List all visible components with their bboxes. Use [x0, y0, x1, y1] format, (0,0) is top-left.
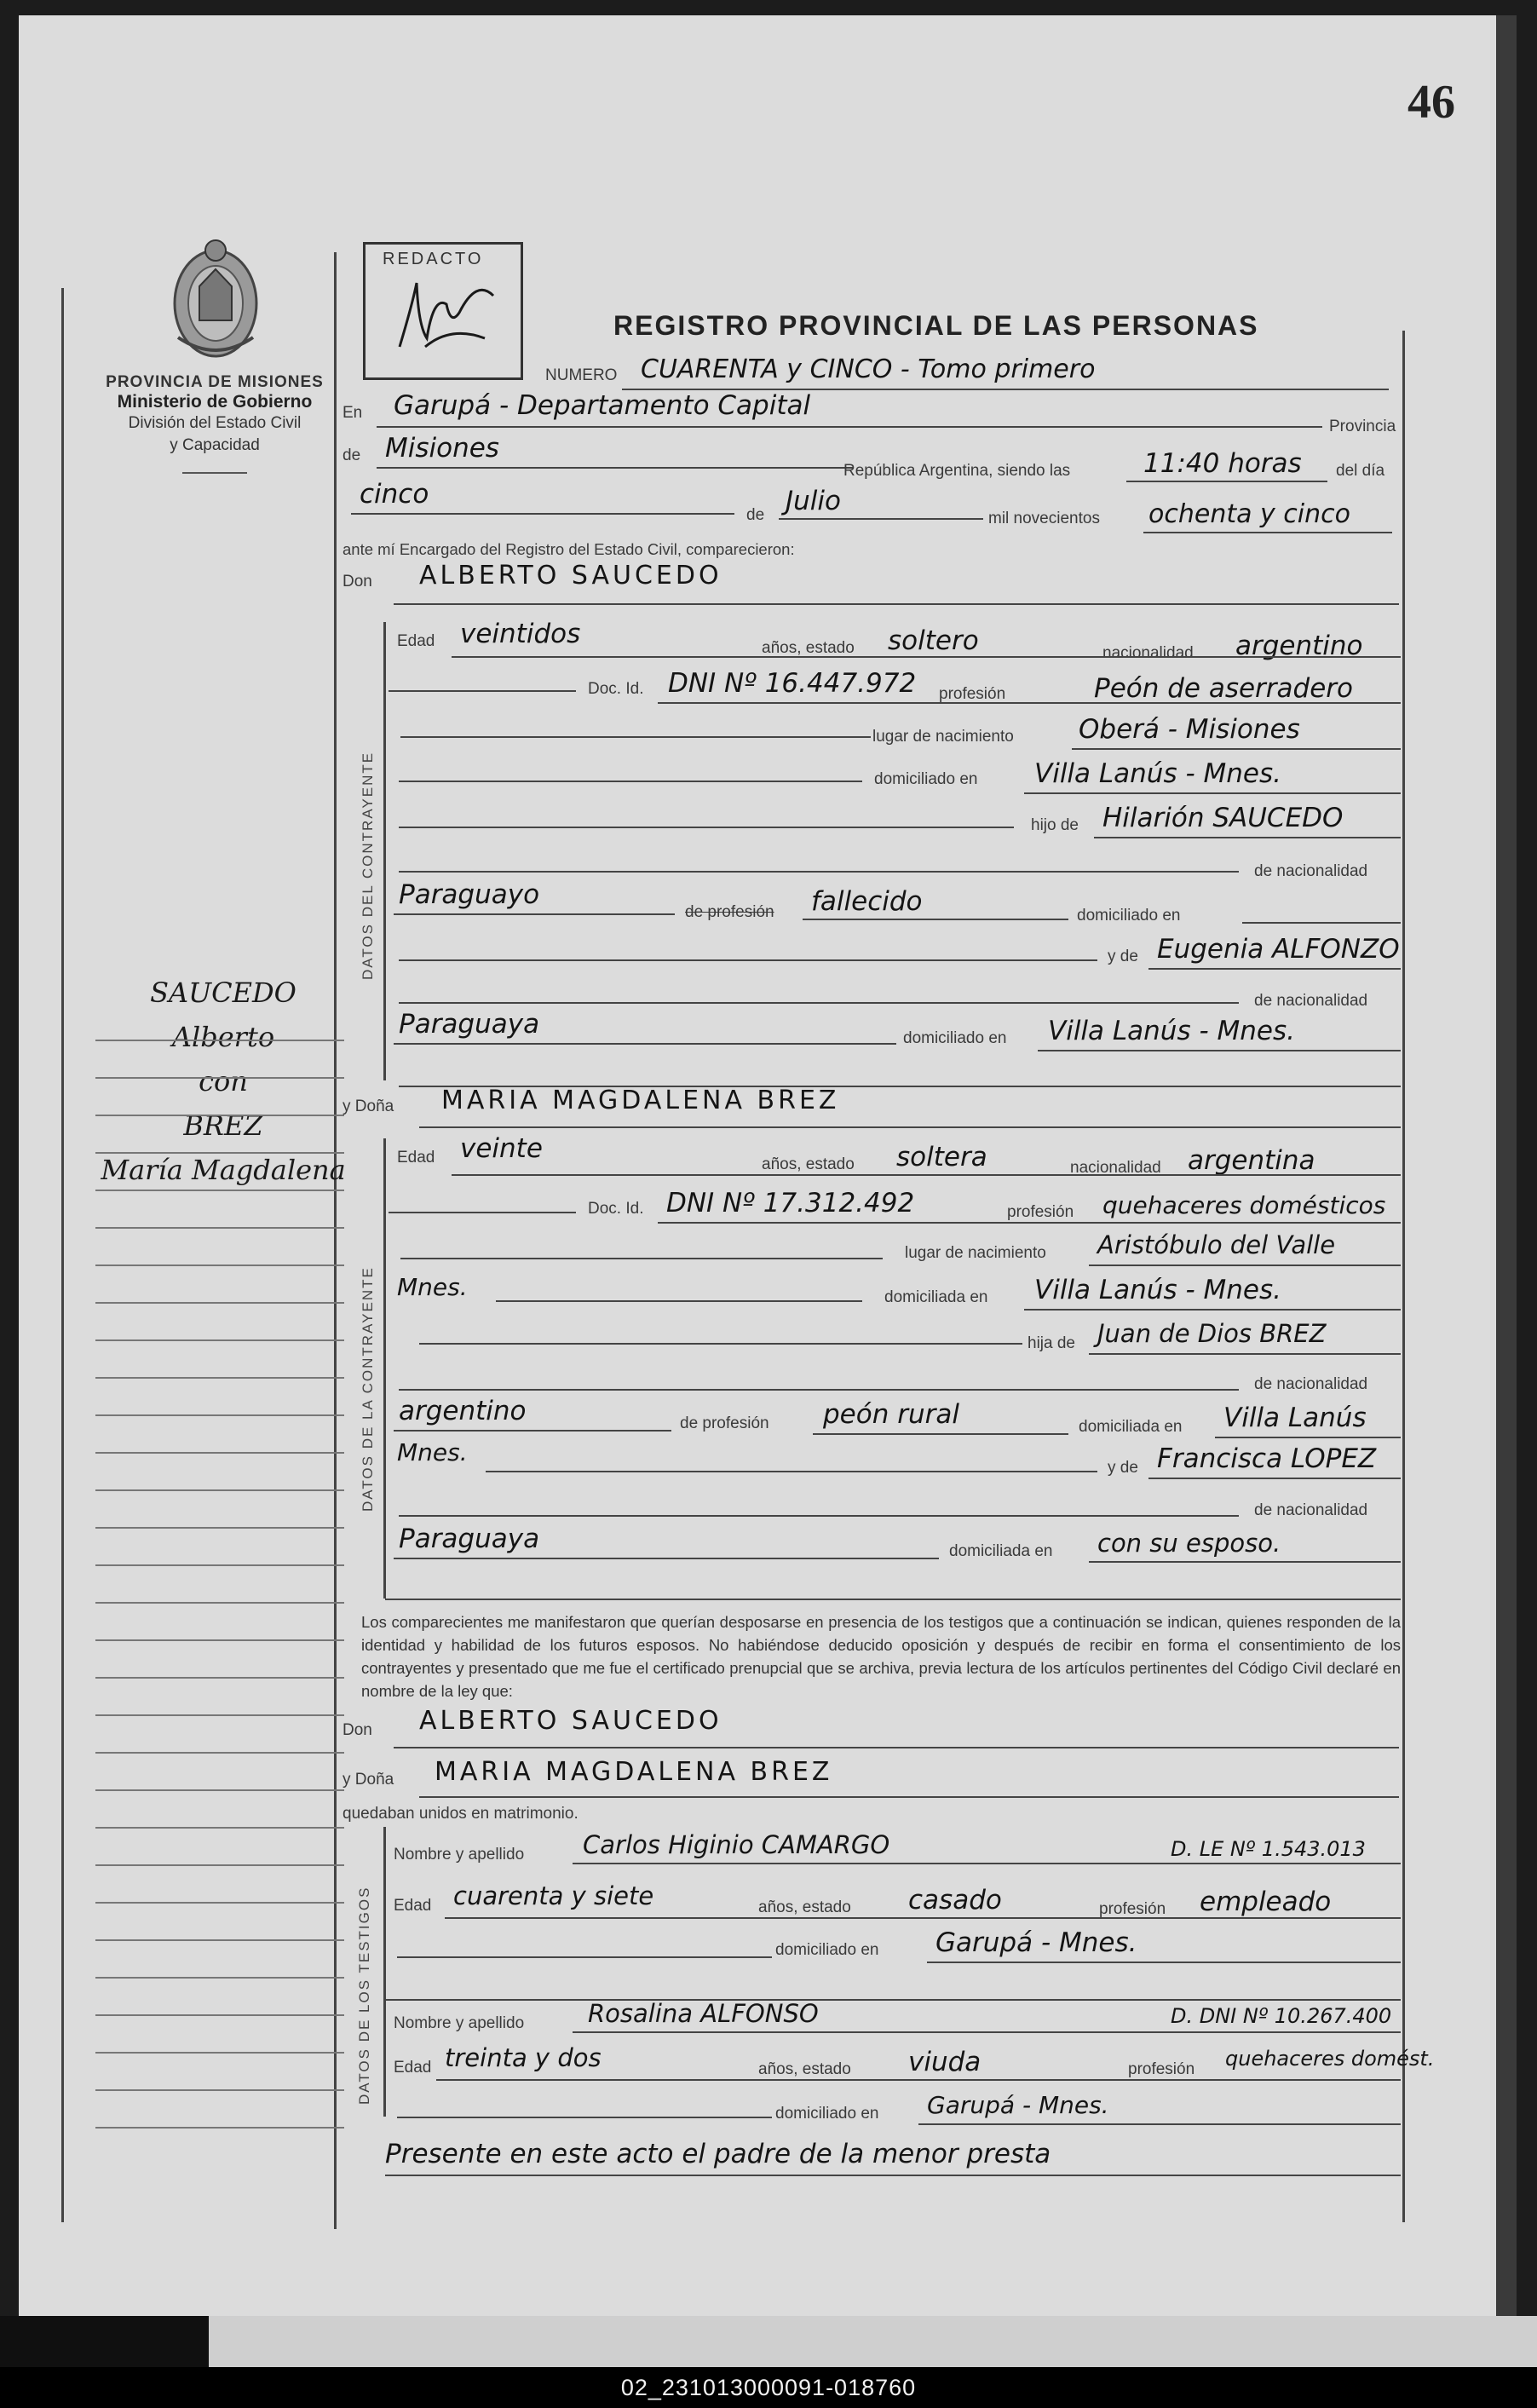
dom-pre-line — [399, 781, 862, 782]
padre-nac-pre-line — [399, 871, 1239, 873]
edad-label: Edad — [397, 632, 435, 650]
t1-edad-line — [445, 1917, 1401, 1919]
don2-value: ALBERTO SAUCEDO — [419, 1706, 722, 1736]
t2-doc-value: D. DNI Nº 10.267.400 — [1171, 2004, 1392, 2028]
division-name-cont: y Capacidad — [170, 436, 260, 454]
t2-edad-label: Edad — [394, 2059, 432, 2077]
don2-label: Don — [343, 1721, 372, 1739]
estado-value: soltero — [888, 625, 979, 656]
domicilio-line — [1024, 792, 1401, 794]
division-name: División del Estado Civil — [128, 414, 302, 432]
scanner-bed — [0, 2316, 1537, 2367]
testigos-box-line — [383, 1827, 386, 2117]
madre-dom-value: Villa Lanús - Mnes. — [1048, 1016, 1295, 1046]
padre2-nac-pre-line — [399, 1389, 1239, 1391]
madre-nac-line — [394, 1043, 896, 1045]
t2-profesion-value: quehaceres domést. — [1225, 2047, 1435, 2071]
mes-line — [779, 518, 983, 520]
domicilio2-value: Villa Lanús - Mnes. — [1034, 1275, 1281, 1305]
padre-line — [1094, 837, 1401, 838]
dom2-pre-line — [496, 1300, 862, 1302]
margin-note-surname: SAUCEDO — [150, 976, 296, 1009]
scan-filename-caption: 02_231013000091-018760 — [0, 2367, 1537, 2408]
lugar-line — [1072, 748, 1401, 750]
edad-value: veintidos — [460, 619, 581, 649]
t1-edad-label: Edad — [394, 1897, 432, 1915]
padre-nac-line — [394, 913, 675, 915]
padre-value: Hilarión SAUCEDO — [1102, 803, 1344, 833]
nacionalidad-label: nacionalidad — [1102, 644, 1194, 662]
don2-line — [394, 1747, 1399, 1748]
de-nac4-label: de nacionalidad — [1254, 1501, 1368, 1519]
profesion2-value: quehaceres domésticos — [1102, 1191, 1386, 1219]
domiciliada3-label: domiciliada en — [949, 1542, 1053, 1560]
de-prof-label: de profesión — [685, 903, 774, 921]
lugar-label: lugar de nacimiento — [872, 728, 1014, 746]
hija-label: hija de — [1028, 1334, 1075, 1352]
ante-label: ante mí Encargado del Registro del Estado Civil, comparecieron: — [343, 540, 795, 558]
doc2-label: Doc. Id. — [588, 1200, 644, 1218]
declaration-paragraph: Los comparecientes me manifestaron que querían desposarse en presencia de los testigos que a continuación se indican, quienes responden de la identidad y habilidad de los futuros esposos. No habiéndose deducido oposición y después de recibir en forma el consentimiento de los contrayentes y presentado que me fue el certificado prenupcial que se archiva, previa lectura de los artículos pertinentes del Código Civil declaré en nombre de la ley que: — [361, 1613, 1401, 1700]
don-label: Don — [343, 573, 372, 590]
padre-prof-value: fallecido — [811, 886, 923, 917]
madre-value: Eugenia ALFONZO — [1157, 934, 1400, 965]
madre2-nac-pre-line — [399, 1515, 1239, 1517]
madre2-nac-value: Paraguaya — [399, 1524, 540, 1554]
margin-note-name2: María Magdalena — [101, 1154, 346, 1186]
padre2-nac-line — [394, 1430, 671, 1432]
province-name: PROVINCIA DE MISIONES — [106, 373, 324, 391]
nacionalidad-value: argentino — [1235, 631, 1363, 661]
en-line — [377, 426, 1322, 428]
t1-domicilio-label: domiciliado en — [775, 1941, 879, 1959]
don-line — [394, 603, 1399, 605]
ministry-name: Ministerio de Gobierno — [117, 392, 313, 412]
padre2-line — [1089, 1353, 1401, 1355]
anio-line — [1143, 532, 1392, 533]
t2-anios-label: años, estado — [758, 2060, 851, 2078]
anios-label: años, estado — [762, 639, 855, 657]
dona-label: y Doña — [343, 1097, 394, 1115]
t2-nombre-value: Rosalina ALFONSO — [588, 1999, 819, 2028]
mil-label: mil novecientos — [988, 510, 1100, 527]
padre2-prof-line — [813, 1433, 1068, 1435]
coat-of-arms-icon — [165, 235, 266, 363]
t1-domicilio-line — [927, 1962, 1401, 1963]
y-de2-label: y de — [1108, 1459, 1138, 1477]
t2-domicilio-line — [918, 2123, 1401, 2125]
de-nac-label: de nacionalidad — [1254, 862, 1368, 880]
initials-signature-icon — [366, 245, 519, 372]
provincia-label: Provincia — [1329, 418, 1396, 435]
madre-line — [1148, 968, 1401, 970]
madre-dom-line — [1038, 1050, 1401, 1051]
t1-edad-value: cuarenta y siete — [453, 1881, 654, 1910]
t1-domicilio-value: Garupá - Mnes. — [935, 1927, 1137, 1958]
anios2-label: años, estado — [762, 1155, 855, 1173]
padre2-prof-value: peón rural — [823, 1399, 959, 1430]
stamp-label: REDACTO — [383, 250, 484, 268]
domiciliado3-label: domiciliado en — [903, 1029, 1007, 1047]
lugar2-value: Aristóbulo del Valle — [1097, 1230, 1336, 1259]
t2-domicilio-label: domiciliado en — [775, 2105, 879, 2123]
t1-nombre-label: Nombre y apellido — [394, 1846, 525, 1864]
madre2-value: Francisca LOPEZ — [1157, 1443, 1377, 1474]
doc2-line — [658, 1222, 1401, 1224]
page-number: 46 — [1407, 76, 1455, 129]
madre-pre-line — [399, 959, 1097, 961]
lugar-value: Oberá - Misiones — [1079, 714, 1300, 745]
nacionalidad2-value: argentina — [1188, 1145, 1315, 1176]
dia-line — [351, 513, 734, 515]
madre-nac-value: Paraguaya — [399, 1009, 540, 1040]
padre2-nac-value: argentino — [399, 1396, 527, 1426]
edad2-line — [452, 1174, 1401, 1176]
register-page — [19, 15, 1517, 2316]
de-nac3-label: de nacionalidad — [1254, 1375, 1368, 1393]
hora-line — [1126, 481, 1327, 482]
quedaban-label: quedaban unidos en matrimonio. — [343, 1805, 579, 1823]
padre-nac-value: Paraguayo — [399, 879, 540, 910]
dona-line — [419, 1126, 1401, 1128]
padre2-dom-line — [1215, 1437, 1401, 1438]
y-de-label: y de — [1108, 948, 1138, 965]
dona2-line — [419, 1796, 1399, 1798]
dona2-label: y Doña — [343, 1771, 394, 1789]
t1-doc-value: D. LE Nº 1.543.013 — [1171, 1837, 1366, 1861]
doc-value: DNI Nº 16.447.972 — [668, 668, 917, 699]
form-right-line — [1402, 331, 1405, 2222]
estado2-value: soltera — [896, 1142, 987, 1172]
nacionalidad2-label: nacionalidad — [1070, 1159, 1161, 1177]
dia-value: cinco — [360, 479, 429, 510]
margin-ruled-lines — [95, 1004, 344, 2129]
scanner-shadow — [0, 2316, 209, 2367]
t2-edad-line — [436, 2079, 1401, 2081]
hijo-label: hijo de — [1031, 816, 1079, 834]
ministry-header — [70, 373, 363, 474]
del-dia-label: del día — [1336, 462, 1385, 480]
domicilio-value: Villa Lanús - Mnes. — [1034, 758, 1281, 789]
doc-line — [658, 702, 1401, 704]
domicilio2-line — [1024, 1309, 1401, 1311]
edad-line — [452, 656, 1401, 658]
edad2-label: Edad — [397, 1149, 435, 1167]
testigos-divider — [385, 1999, 1401, 2001]
de2-label: de — [746, 506, 765, 524]
doc2-pre-line — [389, 1212, 576, 1213]
anio-value: ochenta y cinco — [1148, 499, 1350, 529]
madre2-dom-line — [1089, 1561, 1401, 1563]
t2-estado-value: viuda — [908, 2047, 981, 2077]
lugar2-pre-line — [400, 1258, 883, 1259]
t1-profesion-value: empleado — [1200, 1887, 1332, 1917]
de-prof2-label: de profesión — [680, 1414, 769, 1432]
domiciliado2-label: domiciliado en — [1077, 907, 1181, 925]
lugar2-label: lugar de nacimiento — [905, 1244, 1046, 1262]
contrayenta-box-line — [383, 1138, 386, 1599]
profesion-label: profesión — [939, 685, 1006, 703]
doc2-value: DNI Nº 17.312.492 — [666, 1188, 915, 1218]
dona-value: MARIA MAGDALENA BREZ — [441, 1086, 840, 1115]
contrayenta-side-label: DATOS DE LA CONTRAYENTE — [360, 1266, 376, 1512]
madre2-pre-line — [486, 1471, 1097, 1472]
redacto-stamp — [363, 242, 523, 380]
lugar2-cont: Mnes. — [397, 1273, 468, 1301]
dona2-value: MARIA MAGDALENA BREZ — [435, 1757, 833, 1787]
t1-profesion-label: profesión — [1099, 1900, 1166, 1918]
t2-dom-pre-line — [397, 2117, 772, 2118]
t2-nombre-line — [573, 2031, 1401, 2033]
madre2-line — [1148, 1478, 1401, 1479]
de-label: de — [343, 446, 361, 464]
t1-nombre-line — [573, 1863, 1401, 1864]
domicilio-label: domiciliado en — [874, 770, 978, 788]
de-nac2-label: de nacionalidad — [1254, 992, 1368, 1010]
numero-label: NUMERO — [545, 366, 618, 384]
profesion-value: Peón de aserradero — [1094, 673, 1354, 704]
margin-left-line — [61, 288, 64, 2222]
t2-domicilio-value: Garupá - Mnes. — [927, 2091, 1109, 2119]
t1-anios-label: años, estado — [758, 1898, 851, 1916]
doc-pre-line — [389, 690, 576, 692]
hija-pre-line — [419, 1343, 1022, 1345]
margin-note-surname2: BREZ — [183, 1109, 263, 1142]
t1-estado-value: casado — [908, 1885, 1002, 1915]
t1-nombre-value: Carlos Higinio CAMARGO — [583, 1830, 890, 1859]
domicilio2-label: domiciliada en — [884, 1288, 988, 1306]
doc-label: Doc. Id. — [588, 680, 644, 698]
de-line — [377, 467, 854, 469]
republica-label: República Argentina, siendo las — [843, 462, 1071, 480]
mes-value: Julio — [786, 486, 841, 516]
t2-profesion-label: profesión — [1128, 2060, 1195, 2078]
header-divider — [182, 472, 247, 474]
domiciliada2-label: domiciliada en — [1079, 1418, 1183, 1436]
hora-value: 11:40 horas — [1143, 448, 1302, 479]
de-value: Misiones — [385, 433, 499, 464]
en-label: En — [343, 404, 363, 422]
profesion2-label: profesión — [1007, 1203, 1074, 1221]
don-value: ALBERTO SAUCEDO — [419, 561, 722, 590]
contrayenta-end-line — [385, 1599, 1401, 1600]
document-title: REGISTRO PROVINCIAL DE LAS PERSONAS — [613, 310, 1259, 341]
numero-value: CUARENTA y CINCO - Tomo primero — [641, 354, 1096, 384]
contrayente-side-label: DATOS DEL CONTRAYENTE — [360, 751, 376, 980]
padre2-value: Juan de Dios BREZ — [1097, 1319, 1327, 1348]
madre2-dom-value: con su esposo. — [1097, 1529, 1281, 1558]
padre-dom-line — [1242, 922, 1401, 924]
t2-nombre-label: Nombre y apellido — [394, 2014, 525, 2032]
padre2-dom-cont: Mnes. — [397, 1438, 468, 1466]
edad2-value: veinte — [460, 1133, 543, 1164]
en-value: Garupá - Departamento Capital — [394, 390, 811, 421]
testigos-side-label: DATOS DE LOS TESTIGOS — [356, 1886, 372, 2105]
padre-prof-line — [803, 919, 1068, 920]
final-note: Presente en este acto el padre de la menor presta — [385, 2139, 1051, 2169]
margin-note-name: Alberto — [171, 1021, 275, 1053]
lugar2-line — [1089, 1264, 1401, 1266]
margin-note-con: con — [199, 1065, 248, 1097]
t1-dom-pre-line — [397, 1956, 772, 1958]
final-note-line — [385, 2175, 1401, 2176]
padre2-dom-value: Villa Lanús — [1223, 1403, 1367, 1433]
contrayente-box-line — [383, 622, 386, 1080]
lugar-pre-line — [400, 736, 871, 738]
madre-nac-pre-line — [399, 1002, 1239, 1004]
madre2-nac-line — [394, 1558, 939, 1559]
hijo-pre-line — [399, 827, 1014, 828]
t2-edad-value: treinta y dos — [445, 2043, 602, 2072]
